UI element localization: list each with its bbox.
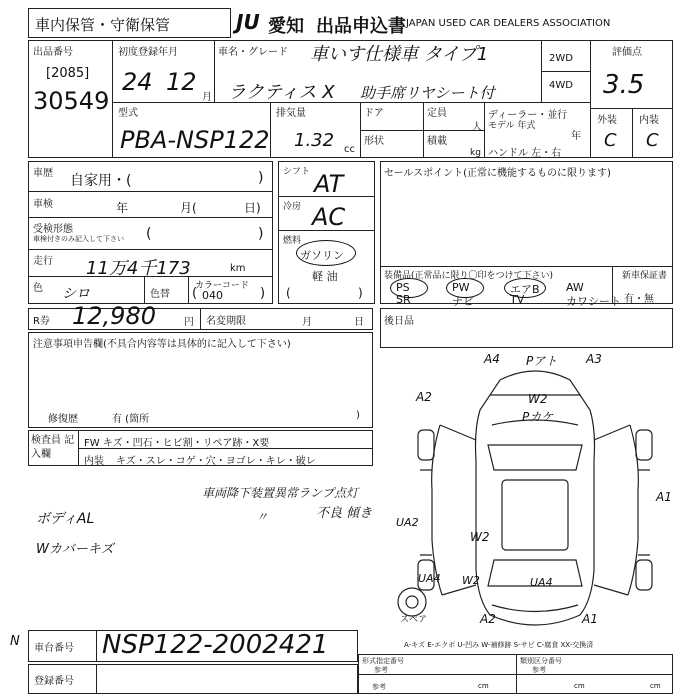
mileage-value: 11万4千173 [86, 258, 191, 279]
doors-label: ドア [364, 108, 384, 119]
exterior-value: C [604, 130, 617, 151]
color-code-label: カラーコード [195, 281, 250, 291]
inspection-year: 年 [116, 201, 129, 215]
inspector-label: 検査員 記入欄 [31, 435, 75, 460]
inspection-label: 車検 [33, 199, 53, 210]
diagram-label-p-top: Pアト [526, 354, 558, 368]
lot-number: 30549 [33, 87, 110, 115]
inspection-day: 日) [244, 201, 261, 215]
chassis-label: 車台番号 [34, 643, 74, 654]
inspector-note-3: Wカバーキズ [36, 542, 114, 557]
color-paren-open: ( [192, 286, 198, 301]
diagram-label-a3-top: A3 [586, 352, 602, 366]
acceptance-paren: ( [146, 226, 152, 242]
name-change-label: 名変期限 [206, 316, 246, 327]
name-change-day: 日 [354, 317, 364, 328]
name-change-month: 月 [302, 317, 312, 328]
registration-month-unit: 月 [202, 92, 212, 103]
diagram-label-p-center: Pカケ [522, 410, 554, 424]
car-name-line1: 車いす仕様車 タイプ1 [310, 44, 489, 65]
history-value: 自家用・( [70, 173, 132, 189]
diagram-label-w2-mid: W2 [470, 530, 490, 544]
mileage-unit: km [230, 263, 246, 274]
warranty-options: 有・無 [624, 294, 654, 305]
shape-spec-row-label: 参考 [372, 683, 386, 691]
r-ken-unit: 円 [184, 317, 194, 328]
fuel-gasoline: ガソリン [300, 249, 344, 262]
color-change-label: 色替 [150, 289, 170, 300]
fuel-paren-close: ) [358, 286, 363, 300]
capacity-label: 定員 [427, 108, 447, 119]
model-label: 型式 [118, 108, 138, 119]
notes-label: 注意事項申告欄(不具合内容等は具体的に記入して下さい) [33, 339, 291, 350]
dealer-year-unit: 年 [571, 131, 581, 142]
storage-label-box [28, 8, 231, 38]
displacement-unit: cc [344, 144, 355, 155]
dealer-label: ディーラー・並行 [488, 110, 568, 121]
color-label: 色 [33, 283, 43, 294]
rear-input-frame [380, 308, 673, 348]
lot-bracket-number: [2085] [46, 66, 90, 81]
load-label: 積載 [427, 136, 447, 147]
grade-value: 3.5 [603, 70, 645, 100]
history-label: 車歴 [33, 168, 53, 179]
repair-label: 修復歴 [48, 414, 78, 425]
mileage-label: 走行 [33, 256, 53, 267]
load-unit: kg [470, 148, 481, 158]
color-paren-close: ) [260, 286, 266, 301]
lot-label: 出品番号 [33, 47, 73, 58]
diagram-label-a2-left: A2 [416, 390, 432, 404]
inspection-month: 月( [180, 201, 197, 215]
acceptance-label: 受検形態 [33, 224, 73, 235]
equipment-item-row2-1: ナビ [452, 295, 474, 308]
chassis-number: NSP122-2002421 [102, 630, 329, 660]
diagram-spare-label: スペア [400, 615, 428, 625]
color-code-value: 040 [202, 289, 223, 302]
shape-spec-label2: 類別区分番号 [520, 657, 562, 665]
shape-spec-unit-b: cm [574, 682, 585, 690]
equipment-item-1: PW [452, 281, 470, 294]
registration-label: 初度登録年月 [118, 47, 178, 58]
chassis-side-mark: N [10, 634, 20, 649]
r-ken-value: 12,980 [72, 302, 156, 330]
equipment-item-0: PS [396, 281, 410, 294]
shape-label: 形状 [364, 136, 384, 147]
shape-spec-unit-a: cm [478, 682, 489, 690]
diagram-label-a2-bottom: A2 [480, 612, 496, 626]
damage-legend: A-キズ E-エクボ U-凹み W-補修跡 S-サビ C-腐食 XX-交換済 [404, 641, 594, 649]
shape-spec-unit-c: cm [650, 682, 661, 690]
equipment-ps-circle [390, 278, 428, 298]
inspector-note-2a: ボディAL [36, 511, 95, 527]
storage-label: 車内保管・守衛保管 [35, 16, 171, 34]
equipment-item-row2-0: SR [396, 293, 411, 306]
diagram-label-ua4-bottom: UA4 [530, 576, 553, 589]
acceptance-note: 車検付きのみ記入して下さい [33, 235, 124, 243]
inspector-row2-label: 内装 [84, 456, 104, 467]
diagram-label-a4-top: A4 [484, 352, 500, 366]
inspector-note-2c: 不良 傾き [316, 506, 373, 521]
grade-label: 評価点 [612, 47, 642, 58]
car-name-label: 車名・グレード [218, 47, 288, 58]
registration-year: 24 [122, 68, 153, 96]
repair-close: ) [356, 410, 360, 421]
fuel-label: 燃料 [283, 236, 302, 246]
page-title: 出品申込書 [316, 16, 406, 37]
shift-value: AT [314, 170, 344, 198]
diagram-label-a1-bottom: A1 [582, 612, 598, 626]
equipment-pw-circle [446, 278, 484, 298]
model-year-label: モデル 年式 [488, 121, 536, 131]
diagram-label-ua2: UA2 [396, 516, 419, 529]
displacement-label: 排気量 [276, 108, 306, 119]
model-value: PBA-NSP122 [120, 126, 270, 154]
capacity-unit: 人 [472, 122, 482, 133]
plate-frame [28, 664, 358, 694]
warranty-label: 新車保証書 [622, 271, 668, 281]
sales-point-label: セールスポイント(正常に機能するものに限ります) [384, 168, 611, 179]
equipment-label: 装備品(正常品に限り〇印をつけて下さい) [384, 271, 554, 281]
shape-spec-label1: 形式指定番号 [362, 657, 404, 665]
cooler-value: AC [312, 203, 346, 231]
fuel-diesel: 軽 油 [312, 270, 338, 283]
car-name-line2: ラクティス X [228, 82, 335, 103]
equipment-item-2: エアB [510, 283, 540, 296]
acceptance-close: ) [258, 226, 264, 242]
diagram-label-w2-bottom: W2 [462, 574, 480, 587]
handle-label: ハンドル 左・右 [488, 148, 562, 159]
ju-logo: JU [236, 10, 260, 34]
association-name: JAPAN USED CAR DEALERS ASSOCIATION [406, 18, 611, 29]
fuel-gasoline-circle [296, 240, 356, 266]
equipment-item-row2-2: TV [510, 293, 525, 306]
shift-label: シフト [283, 167, 311, 177]
inspector-note-2b: 〃 [256, 510, 269, 524]
drive-2wd: 2WD [549, 53, 573, 64]
equipment-item-3: AW [566, 281, 584, 294]
inspector-row1: FW キズ・凹石・ヒビ割・リペア跡・X要 [84, 438, 270, 449]
displacement-value: 1.32 [294, 130, 335, 151]
diagram-label-w2-center: W2 [528, 392, 548, 406]
equipment-airbag-circle [504, 278, 546, 298]
plate-label: 登録番号 [34, 676, 74, 687]
title-prefix: 愛知 [268, 16, 304, 37]
diagram-label-a1-right: A1 [656, 490, 672, 504]
registration-month: 12 [166, 68, 197, 96]
fuel-paren-open: ( [286, 286, 291, 300]
interior-value: C [646, 130, 659, 151]
car-name-extra: 助手席リヤシート付 [360, 84, 495, 102]
shape-spec-label1b: 参考 [374, 666, 388, 674]
shape-spec-label2b: 参考 [532, 666, 546, 674]
history-close: ) [258, 170, 264, 186]
repair-value: 有 (箇所 [112, 414, 150, 425]
color-value: シロ [62, 286, 90, 302]
r-ken-label: R券 [33, 316, 50, 327]
inspector-row2: キズ・スレ・コゲ・穴・ヨゴレ・キレ・破レ [116, 456, 316, 467]
inspector-note-1: 車両降下装置異常ランプ点灯 [202, 486, 359, 500]
rear-input-label: 後日品 [384, 316, 414, 327]
cooler-label: 冷房 [283, 202, 302, 212]
exterior-label: 外装 [597, 115, 617, 126]
interior-label: 内装 [639, 115, 659, 126]
diagram-label-ua4-left: UA4 [418, 572, 441, 585]
drive-4wd: 4WD [549, 80, 573, 91]
equipment-item-row2-3: カワシート [566, 295, 621, 308]
